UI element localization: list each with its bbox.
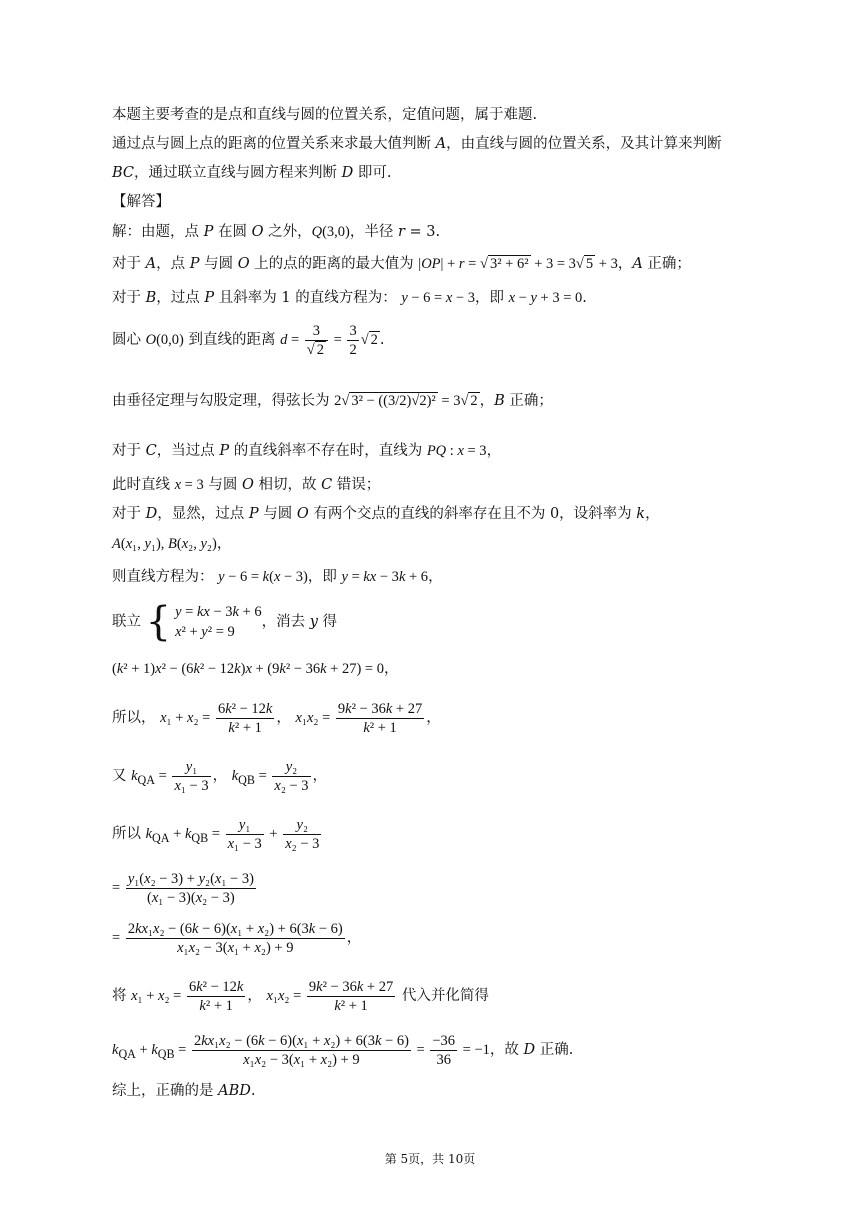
line-10: 此时直线 x = 3 与圆 O 相切，故 C 错误；: [112, 477, 381, 493]
line-6: 对于 B，过点 P 且斜率为 1 的直线方程为： y − 6 = x − 3，即 x − y + 3 = 0.: [112, 290, 587, 306]
line-21: 将 x₁ + x₂ = $\frac{\text{6k² − 12k}}{\text{k² + 1}}$ ， x₁x₂ = $\frac{\text{9k² − 36k + 27}}{\text{k² + 1}}$ 代入并化简得: [112, 979, 489, 1014]
line-5: 对于 A，点 P 与圆 O 上的点的距离的最大值为 |OP| + r = √ 3² + 6² + 3 = 3√ 5 + 3，A 正确；: [112, 256, 691, 272]
line-18: 所以 $k_{QA} + k_{QB}$ = $\frac{\text{y₁}}{\text{x₁ − 3}}$ + $\frac{\text{y₂}}{\text{x₂ − 3}}$: [112, 817, 320, 852]
line-9: 对于 C，当过点 P 的直线斜率不存在时，直线为 PQ : x = 3，: [112, 443, 502, 459]
line-2: 通过点与圆上点的距离的位置关系来求最大值判断 A，由直线与圆的位置关系，及其计算来判断: [112, 136, 722, 152]
line-17: 又 $k_{QA}$ = $\frac{\text{y₁}}{\text{x₁ − 3}}$ ， $k_{QB}$ = $\frac{\text{y₂}}{\text{x₂ − 3}}$ ，: [112, 759, 328, 794]
line-12: A(x₁, y₁), B(x₂, y₂)，: [112, 536, 232, 552]
line-4: 解：由题，点 P 在圆 O 之外，Q(3,0)，半径 r = 3.: [112, 224, 441, 240]
line-3: BC，通过联立直线与圆方程来判断 D 即可.: [112, 165, 392, 181]
section-heading: 【解答】: [112, 194, 170, 210]
line-15: (k² + 1)x² − (6k² − 12k)x + (9k² − 36k + 27) = 0，: [112, 661, 399, 677]
line-23: 综上，正确的是 ABD.: [112, 1083, 256, 1099]
line-19: = $\frac{\text{y₁(x₂ − 3) + y₂(x₁ − 3)}}{\text{(x₁ − 3)(x₂ − 3)}}$: [112, 871, 254, 906]
page-footer: 第 5页，共 10页: [384, 1152, 476, 1166]
line-20: = $\frac{\text{2kx₁x₂ − (6k − 6)(x₁ + x₂) + 6(3k − 6)}}{\text{x₁x₂ − 3(x₁ + x₂) + 9}}$ ，: [112, 921, 362, 956]
line-22: $k_{QA} + k_{QB}$ = $\frac{\text{2kx₁x₂ − (6k − 6)(x₁ + x₂) + 6(3k − 6)}}{\text{x₁x₂ − 3(x₁ + x₂) + 9}}$ = $\frac{-36}{36}$ = −1，故 D 正确.: [112, 1033, 574, 1068]
line-7: 圆心 O(0,0) 到直线的距离 d = $\frac{3}{√ 2}$ = $\frac{3}{2}$ √ 2 .: [112, 323, 385, 358]
line-14: 联立 { y = kx − 3k + 6 x² + y² = 9，消去 y 得: [112, 599, 338, 645]
line-16: 所以， x₁ + x₂ = $\frac{\text{6k² − 12k}}{\text{k² + 1}}$ ， x₁x₂ = $\frac{\text{9k² − 36k + 27}}{\text{k² + 1}}$ ，: [112, 701, 441, 736]
line-11: 对于 D，显然，过点 P 与圆 O 有两个交点的直线的斜率存在且不为 0，设斜率为 k，: [112, 506, 660, 522]
line-1: 本题主要考查的是点和直线与圆的位置关系，定值问题，属于难题.: [112, 107, 538, 123]
line-8: 由垂径定理与勾股定理，得弦长为 2√ 3² − ((3/2)√2)² = 3√ 2 ，B 正确；: [112, 393, 553, 409]
line-13: 则直线方程为： y − 6 = k(x − 3)，即 y = kx − 3k + 6，: [112, 569, 443, 585]
